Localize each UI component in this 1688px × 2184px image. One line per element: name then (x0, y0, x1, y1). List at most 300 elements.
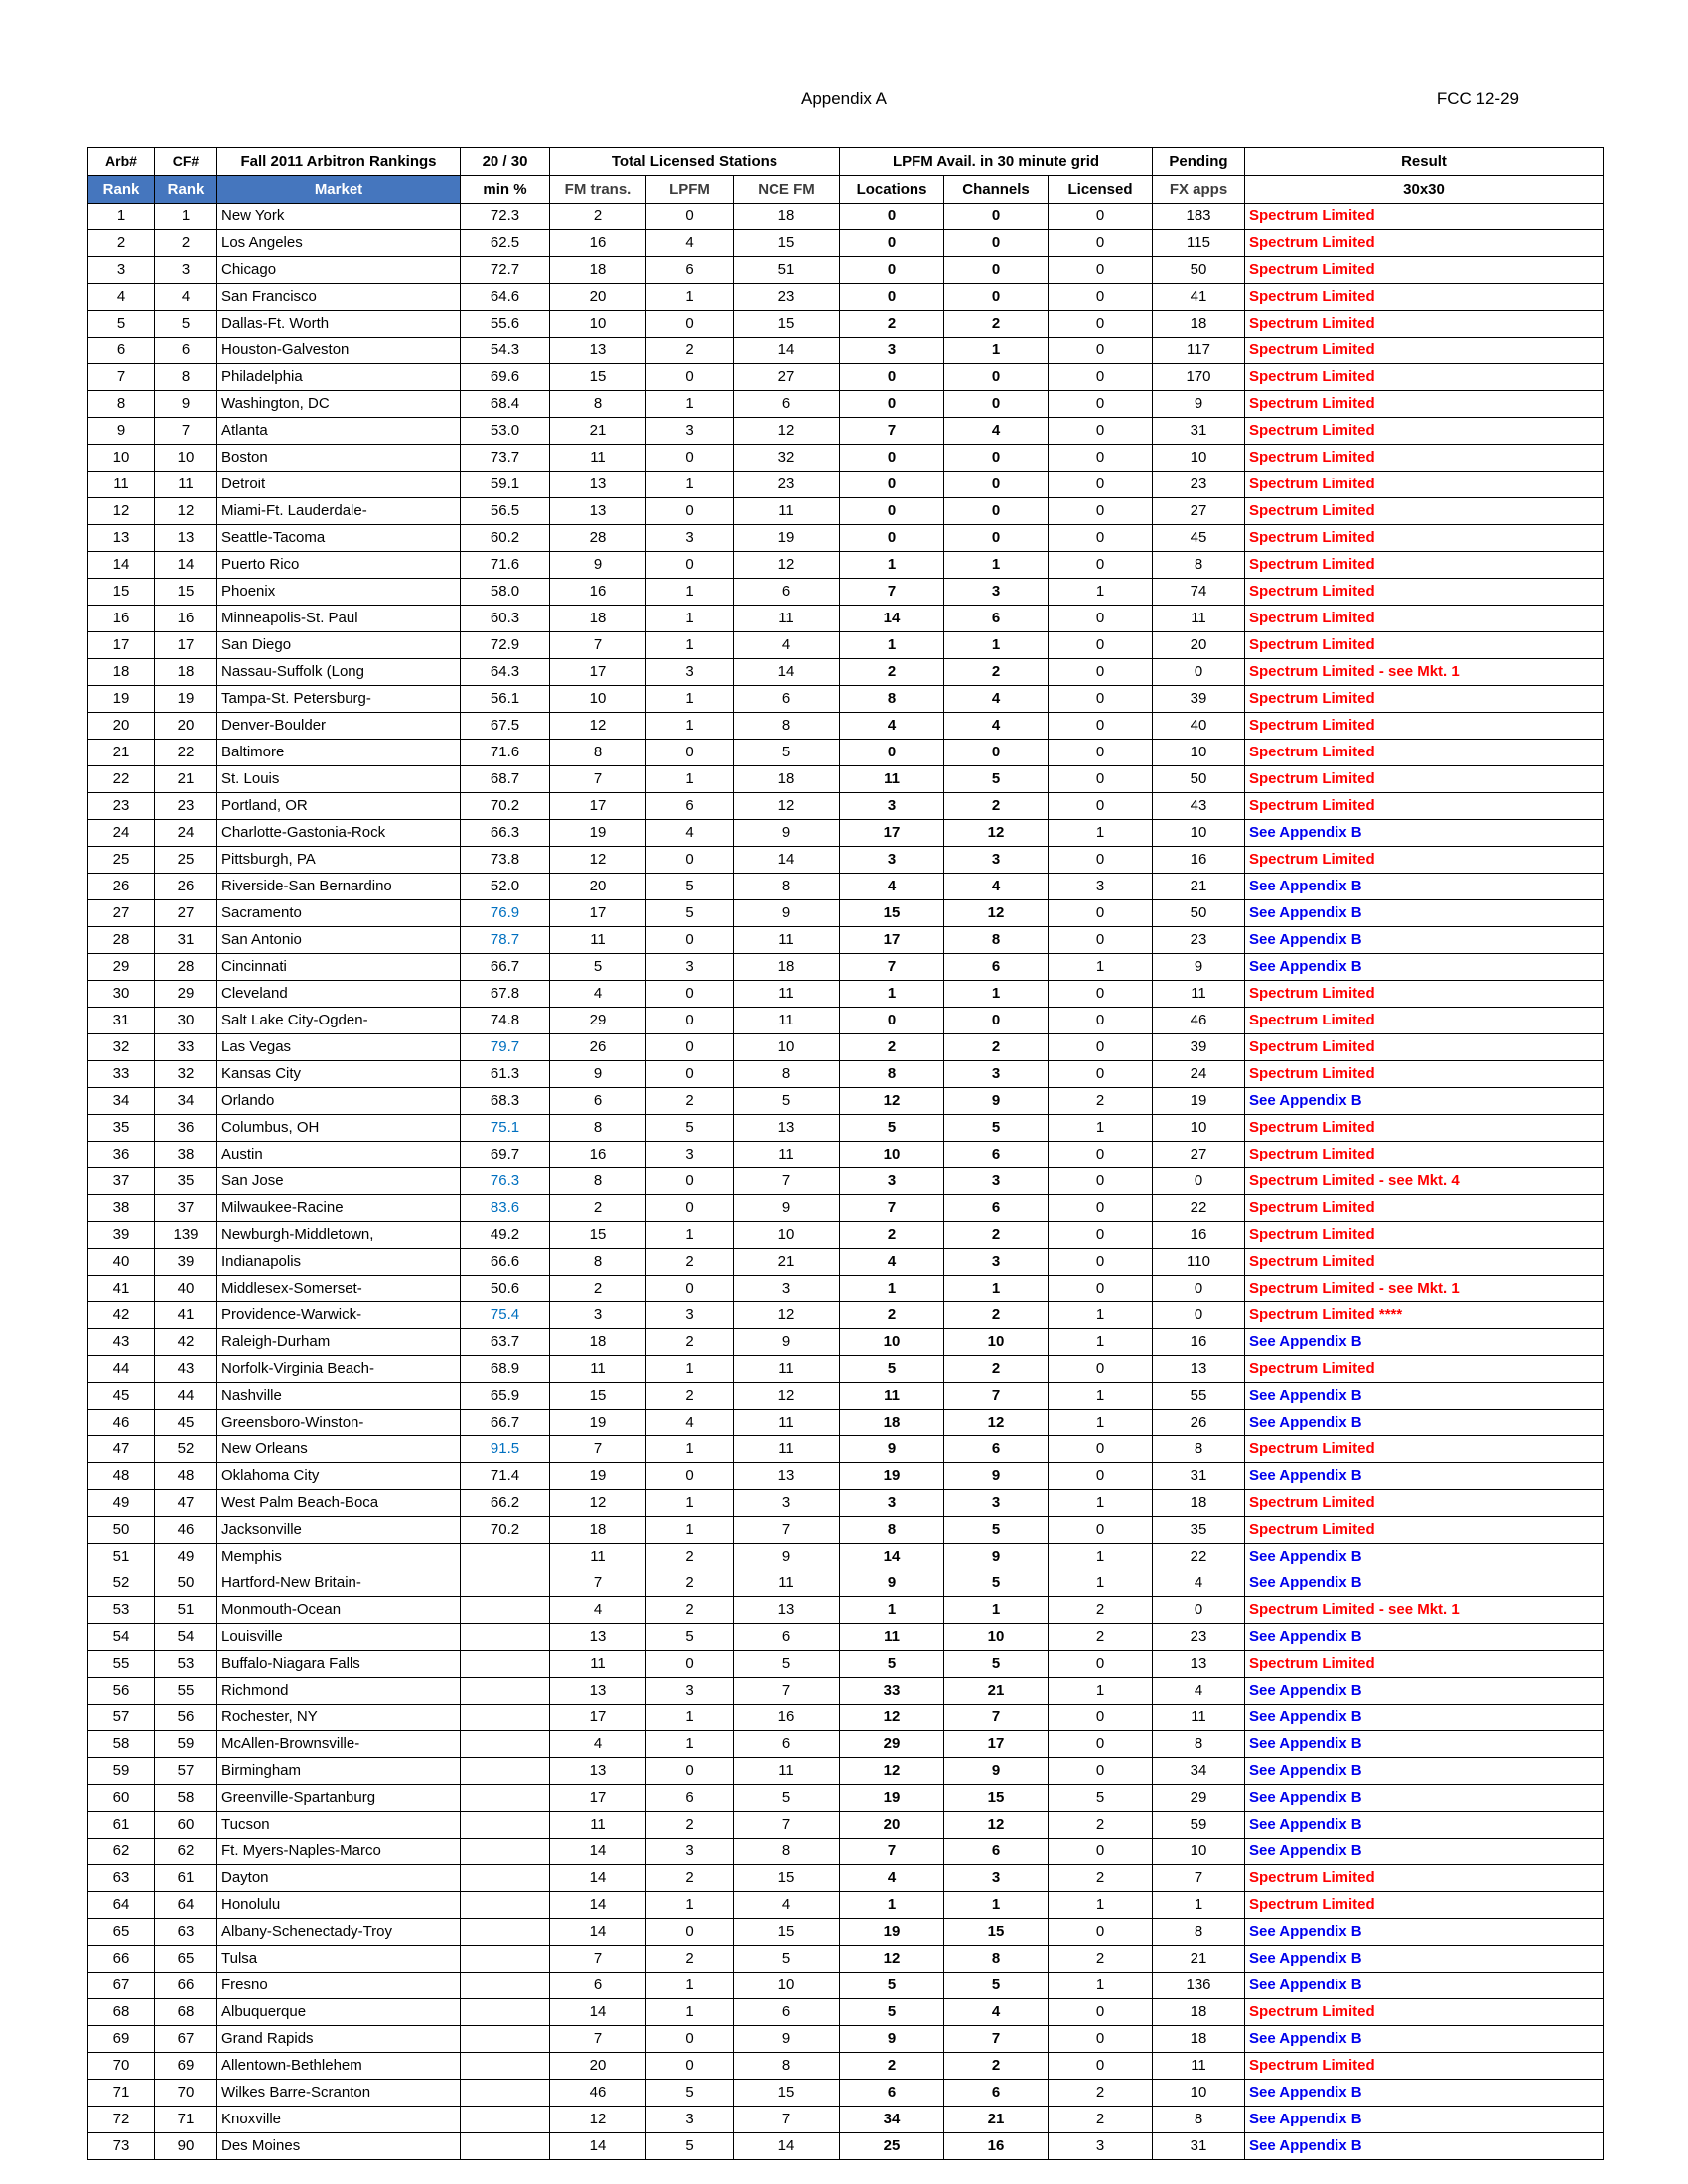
table-row (88, 1463, 1604, 1490)
cell-fx-apps: 22 (1153, 1544, 1245, 1570)
cell-fm-trans: 10 (550, 686, 646, 713)
cell-cf-rank: 63 (155, 1919, 217, 1946)
cell-nce-fm: 15 (734, 311, 840, 338)
cell-licensed: 0 (1049, 686, 1153, 713)
cell-result: See Appendix B (1245, 874, 1604, 900)
cell-cf-rank: 139 (155, 1222, 217, 1249)
cell-fm-trans: 13 (550, 1678, 646, 1705)
cell-min-pct (461, 1839, 550, 1865)
cell-fx-apps: 8 (1153, 1919, 1245, 1946)
cell-locations: 19 (840, 1463, 944, 1490)
cell-market: Riverside-San Bernardino (217, 874, 461, 900)
cell-min-pct: 72.9 (461, 632, 550, 659)
cell-channels: 0 (944, 284, 1049, 311)
cell-market: New York (217, 204, 461, 230)
cell-fx-apps: 23 (1153, 1624, 1245, 1651)
cell-result: Spectrum Limited (1245, 1865, 1604, 1892)
cell-lpfm: 0 (646, 1168, 734, 1195)
cell-channels: 21 (944, 2107, 1049, 2133)
cell-min-pct: 72.3 (461, 204, 550, 230)
cell-result: Spectrum Limited (1245, 1517, 1604, 1544)
cell-arb-rank: 68 (88, 1999, 155, 2026)
cell-market: Atlanta (217, 418, 461, 445)
table-row (88, 1088, 1604, 1115)
cell-market: Knoxville (217, 2107, 461, 2133)
cell-locations: 5 (840, 1651, 944, 1678)
cell-licensed: 1 (1049, 1383, 1153, 1410)
cell-result: Spectrum Limited (1245, 525, 1604, 552)
cell-nce-fm: 12 (734, 552, 840, 579)
cell-result: Spectrum Limited (1245, 686, 1604, 713)
cell-market: Sacramento (217, 900, 461, 927)
cell-licensed: 0 (1049, 1008, 1153, 1034)
cell-locations: 2 (840, 1302, 944, 1329)
cell-fx-apps: 20 (1153, 632, 1245, 659)
cell-arb-rank: 34 (88, 1088, 155, 1115)
table-row (88, 311, 1604, 338)
cell-fx-apps: 16 (1153, 1222, 1245, 1249)
cell-locations: 19 (840, 1785, 944, 1812)
cell-licensed: 5 (1049, 1785, 1153, 1812)
cell-fm-trans: 17 (550, 793, 646, 820)
cell-nce-fm: 5 (734, 1946, 840, 1973)
table-row (88, 1383, 1604, 1410)
cell-min-pct: 72.7 (461, 257, 550, 284)
cell-nce-fm: 8 (734, 1061, 840, 1088)
cell-locations: 11 (840, 1624, 944, 1651)
cell-nce-fm: 11 (734, 1758, 840, 1785)
cell-fx-apps: 10 (1153, 820, 1245, 847)
cell-licensed: 0 (1049, 445, 1153, 472)
cell-locations: 4 (840, 1249, 944, 1276)
cell-fx-apps: 170 (1153, 364, 1245, 391)
cell-fx-apps: 50 (1153, 766, 1245, 793)
header-row-columns (88, 176, 1604, 204)
cell-arb-rank: 55 (88, 1651, 155, 1678)
cell-cf-rank: 13 (155, 525, 217, 552)
cell-fm-trans: 11 (550, 1812, 646, 1839)
table-row (88, 1651, 1604, 1678)
cell-licensed: 1 (1049, 1544, 1153, 1570)
cell-channels: 9 (944, 1463, 1049, 1490)
cell-locations: 17 (840, 820, 944, 847)
cell-fm-trans: 12 (550, 2107, 646, 2133)
cell-market: Fresno (217, 1973, 461, 1999)
cell-lpfm: 1 (646, 1973, 734, 1999)
cell-market: Oklahoma City (217, 1463, 461, 1490)
cell-locations: 29 (840, 1731, 944, 1758)
cell-fm-trans: 16 (550, 579, 646, 606)
cell-min-pct: 74.8 (461, 1008, 550, 1034)
cell-cf-rank: 60 (155, 1812, 217, 1839)
table-row (88, 2026, 1604, 2053)
cell-result: Spectrum Limited (1245, 1115, 1604, 1142)
cell-min-pct: 66.2 (461, 1490, 550, 1517)
cell-min-pct: 69.6 (461, 364, 550, 391)
cell-lpfm: 1 (646, 391, 734, 418)
table-row (88, 927, 1604, 954)
cell-licensed: 0 (1049, 1356, 1153, 1383)
cell-fm-trans: 11 (550, 927, 646, 954)
cell-result: Spectrum Limited (1245, 472, 1604, 498)
table-row (88, 257, 1604, 284)
cell-arb-rank: 10 (88, 445, 155, 472)
cell-fm-trans: 8 (550, 391, 646, 418)
cell-min-pct (461, 1919, 550, 1946)
cell-fx-apps: 0 (1153, 1302, 1245, 1329)
cell-fx-apps: 43 (1153, 793, 1245, 820)
cell-min-pct: 66.7 (461, 1410, 550, 1436)
cell-lpfm: 3 (646, 2107, 734, 2133)
cell-cf-rank: 19 (155, 686, 217, 713)
cell-result: Spectrum Limited (1245, 606, 1604, 632)
cell-result: Spectrum Limited (1245, 1222, 1604, 1249)
cell-cf-rank: 41 (155, 1302, 217, 1329)
cell-fx-apps: 39 (1153, 686, 1245, 713)
cell-cf-rank: 25 (155, 847, 217, 874)
cell-nce-fm: 6 (734, 391, 840, 418)
header-cf-no: CF# (155, 148, 217, 176)
table-row (88, 1946, 1604, 1973)
cell-fm-trans: 5 (550, 954, 646, 981)
cell-arb-rank: 50 (88, 1517, 155, 1544)
cell-locations: 10 (840, 1329, 944, 1356)
cell-lpfm: 3 (646, 1142, 734, 1168)
cell-locations: 2 (840, 2053, 944, 2080)
cell-nce-fm: 9 (734, 1195, 840, 1222)
cell-arb-rank: 37 (88, 1168, 155, 1195)
cell-result: Spectrum Limited (1245, 1195, 1604, 1222)
cell-nce-fm: 8 (734, 2053, 840, 2080)
cell-cf-rank: 57 (155, 1758, 217, 1785)
cell-licensed: 0 (1049, 659, 1153, 686)
cell-fm-trans: 17 (550, 659, 646, 686)
cell-min-pct: 60.3 (461, 606, 550, 632)
cell-licensed: 0 (1049, 981, 1153, 1008)
cell-arb-rank: 3 (88, 257, 155, 284)
cell-lpfm: 6 (646, 1785, 734, 1812)
cell-licensed: 2 (1049, 1865, 1153, 1892)
cell-arb-rank: 61 (88, 1812, 155, 1839)
cell-nce-fm: 9 (734, 900, 840, 927)
cell-channels: 0 (944, 740, 1049, 766)
cell-market: Milwaukee-Racine (217, 1195, 461, 1222)
cell-fm-trans: 17 (550, 1785, 646, 1812)
cell-nce-fm: 11 (734, 606, 840, 632)
cell-licensed: 0 (1049, 927, 1153, 954)
cell-arb-rank: 65 (88, 1919, 155, 1946)
cell-locations: 0 (840, 257, 944, 284)
table-row (88, 1999, 1604, 2026)
cell-cf-rank: 61 (155, 1865, 217, 1892)
cell-arb-rank: 45 (88, 1383, 155, 1410)
cell-nce-fm: 6 (734, 1624, 840, 1651)
cell-locations: 12 (840, 1946, 944, 1973)
cell-market: Indianapolis (217, 1249, 461, 1276)
cell-min-pct: 64.6 (461, 284, 550, 311)
cell-fx-apps: 13 (1153, 1651, 1245, 1678)
cell-licensed: 0 (1049, 391, 1153, 418)
cell-arb-rank: 33 (88, 1061, 155, 1088)
cell-fm-trans: 19 (550, 1410, 646, 1436)
cell-channels: 5 (944, 1651, 1049, 1678)
table-row (88, 981, 1604, 1008)
cell-result: Spectrum Limited (1245, 418, 1604, 445)
cell-arb-rank: 63 (88, 1865, 155, 1892)
cell-arb-rank: 43 (88, 1329, 155, 1356)
table-row (88, 1892, 1604, 1919)
cell-market: Minneapolis-St. Paul (217, 606, 461, 632)
cell-fm-trans: 8 (550, 1249, 646, 1276)
cell-licensed: 0 (1049, 418, 1153, 445)
cell-fm-trans: 26 (550, 1034, 646, 1061)
cell-cf-rank: 58 (155, 1785, 217, 1812)
cell-fx-apps: 9 (1153, 954, 1245, 981)
cell-arb-rank: 48 (88, 1463, 155, 1490)
table-row (88, 1034, 1604, 1061)
cell-fx-apps: 11 (1153, 606, 1245, 632)
cell-locations: 0 (840, 498, 944, 525)
cell-fm-trans: 7 (550, 1946, 646, 1973)
cell-cf-rank: 6 (155, 338, 217, 364)
cell-licensed: 1 (1049, 1892, 1153, 1919)
table-row (88, 1731, 1604, 1758)
cell-fm-trans: 14 (550, 1892, 646, 1919)
cell-fm-trans: 18 (550, 1517, 646, 1544)
cell-fm-trans: 7 (550, 2026, 646, 2053)
cell-min-pct: 79.7 (461, 1034, 550, 1061)
cell-fm-trans: 18 (550, 257, 646, 284)
cell-min-pct: 50.6 (461, 1276, 550, 1302)
cell-fm-trans: 13 (550, 1624, 646, 1651)
cell-locations: 0 (840, 230, 944, 257)
table-row (88, 1410, 1604, 1436)
cell-nce-fm: 21 (734, 1249, 840, 1276)
cell-fx-apps: 117 (1153, 338, 1245, 364)
cell-locations: 1 (840, 981, 944, 1008)
cell-licensed: 1 (1049, 1490, 1153, 1517)
cell-cf-rank: 2 (155, 230, 217, 257)
cell-lpfm: 4 (646, 230, 734, 257)
table-row (88, 284, 1604, 311)
cell-cf-rank: 27 (155, 900, 217, 927)
cell-nce-fm: 5 (734, 1088, 840, 1115)
cell-nce-fm: 11 (734, 1356, 840, 1383)
header-lpfm: LPFM (646, 176, 734, 204)
cell-fm-trans: 11 (550, 445, 646, 472)
cell-channels: 4 (944, 686, 1049, 713)
cell-lpfm: 0 (646, 445, 734, 472)
cell-cf-rank: 20 (155, 713, 217, 740)
cell-lpfm: 1 (646, 1490, 734, 1517)
cell-licensed: 0 (1049, 1168, 1153, 1195)
cell-fx-apps: 11 (1153, 2053, 1245, 2080)
cell-nce-fm: 7 (734, 1812, 840, 1839)
cell-lpfm: 2 (646, 1544, 734, 1570)
cell-min-pct: 71.4 (461, 1463, 550, 1490)
cell-min-pct: 60.2 (461, 525, 550, 552)
cell-locations: 2 (840, 659, 944, 686)
cell-licensed: 0 (1049, 1061, 1153, 1088)
cell-nce-fm: 18 (734, 954, 840, 981)
cell-arb-rank: 38 (88, 1195, 155, 1222)
cell-cf-rank: 5 (155, 311, 217, 338)
cell-fx-apps: 18 (1153, 2026, 1245, 2053)
cell-arb-rank: 49 (88, 1490, 155, 1517)
cell-cf-rank: 36 (155, 1115, 217, 1142)
cell-market: Nashville (217, 1383, 461, 1410)
cell-fm-trans: 15 (550, 364, 646, 391)
cell-nce-fm: 6 (734, 579, 840, 606)
cell-licensed: 1 (1049, 579, 1153, 606)
cell-result: Spectrum Limited (1245, 445, 1604, 472)
cell-channels: 9 (944, 1088, 1049, 1115)
cell-market: Richmond (217, 1678, 461, 1705)
cell-market: Norfolk-Virginia Beach- (217, 1356, 461, 1383)
cell-fm-trans: 12 (550, 713, 646, 740)
cell-lpfm: 6 (646, 793, 734, 820)
cell-licensed: 0 (1049, 284, 1153, 311)
cell-licensed: 2 (1049, 1946, 1153, 1973)
cell-cf-rank: 68 (155, 1999, 217, 2026)
cell-min-pct: 70.2 (461, 1517, 550, 1544)
cell-market: Hartford-New Britain- (217, 1570, 461, 1597)
cell-nce-fm: 5 (734, 740, 840, 766)
cell-fx-apps: 31 (1153, 418, 1245, 445)
table-row (88, 900, 1604, 927)
cell-nce-fm: 12 (734, 1302, 840, 1329)
cell-channels: 1 (944, 632, 1049, 659)
cell-nce-fm: 12 (734, 793, 840, 820)
cell-locations: 7 (840, 579, 944, 606)
cell-lpfm: 0 (646, 311, 734, 338)
cell-result: Spectrum Limited (1245, 338, 1604, 364)
cell-locations: 9 (840, 2026, 944, 2053)
cell-locations: 1 (840, 552, 944, 579)
cell-fx-apps: 11 (1153, 981, 1245, 1008)
cell-arb-rank: 69 (88, 2026, 155, 2053)
cell-lpfm: 2 (646, 1570, 734, 1597)
cell-min-pct (461, 1812, 550, 1839)
cell-fx-apps: 4 (1153, 1570, 1245, 1597)
cell-nce-fm: 9 (734, 2026, 840, 2053)
cell-arb-rank: 51 (88, 1544, 155, 1570)
table-row (88, 1356, 1604, 1383)
cell-nce-fm: 32 (734, 445, 840, 472)
cell-arb-rank: 72 (88, 2107, 155, 2133)
cell-fx-apps: 9 (1153, 391, 1245, 418)
cell-locations: 0 (840, 525, 944, 552)
cell-nce-fm: 4 (734, 1892, 840, 1919)
cell-nce-fm: 9 (734, 1329, 840, 1356)
cell-cf-rank: 26 (155, 874, 217, 900)
table-row (88, 847, 1604, 874)
cell-result: See Appendix B (1245, 1570, 1604, 1597)
cell-locations: 25 (840, 2133, 944, 2160)
cell-result: Spectrum Limited (1245, 1490, 1604, 1517)
cell-result: Spectrum Limited (1245, 981, 1604, 1008)
table-row (88, 1490, 1604, 1517)
cell-min-pct: 68.3 (461, 1088, 550, 1115)
table-row (88, 2133, 1604, 2160)
cell-arb-rank: 25 (88, 847, 155, 874)
cell-lpfm: 2 (646, 1946, 734, 1973)
cell-lpfm: 1 (646, 1222, 734, 1249)
cell-min-pct: 71.6 (461, 740, 550, 766)
cell-min-pct (461, 2107, 550, 2133)
cell-licensed: 0 (1049, 793, 1153, 820)
cell-fm-trans: 7 (550, 632, 646, 659)
cell-licensed: 0 (1049, 740, 1153, 766)
cell-channels: 0 (944, 445, 1049, 472)
cell-arb-rank: 53 (88, 1597, 155, 1624)
cell-market: Kansas City (217, 1061, 461, 1088)
table-row (88, 204, 1604, 230)
cell-nce-fm: 11 (734, 1570, 840, 1597)
cell-nce-fm: 11 (734, 1142, 840, 1168)
cell-lpfm: 1 (646, 1705, 734, 1731)
cell-locations: 10 (840, 1142, 944, 1168)
table-row (88, 1276, 1604, 1302)
cell-channels: 3 (944, 1865, 1049, 1892)
header-fm-trans: FM trans. (550, 176, 646, 204)
cell-channels: 9 (944, 1544, 1049, 1570)
cell-channels: 2 (944, 1302, 1049, 1329)
cell-cf-rank: 3 (155, 257, 217, 284)
cell-lpfm: 1 (646, 579, 734, 606)
cell-market: McAllen-Brownsville- (217, 1731, 461, 1758)
cell-min-pct: 66.3 (461, 820, 550, 847)
header-licensed: Licensed (1049, 176, 1153, 204)
cell-market: Honolulu (217, 1892, 461, 1919)
cell-market: Miami-Ft. Lauderdale- (217, 498, 461, 525)
table-row (88, 498, 1604, 525)
cell-channels: 5 (944, 766, 1049, 793)
cell-cf-rank: 54 (155, 1624, 217, 1651)
cell-market: Birmingham (217, 1758, 461, 1785)
cell-cf-rank: 31 (155, 927, 217, 954)
cell-nce-fm: 7 (734, 1168, 840, 1195)
table-row (88, 1544, 1604, 1570)
header-nce-fm: NCE FM (734, 176, 840, 204)
cell-licensed: 3 (1049, 2133, 1153, 2160)
cell-result: Spectrum Limited (1245, 552, 1604, 579)
cell-licensed: 1 (1049, 1302, 1153, 1329)
cell-cf-rank: 17 (155, 632, 217, 659)
cell-min-pct (461, 1865, 550, 1892)
cell-channels: 7 (944, 1383, 1049, 1410)
cell-result: Spectrum Limited (1245, 391, 1604, 418)
cell-nce-fm: 16 (734, 1705, 840, 1731)
cell-locations: 11 (840, 1383, 944, 1410)
cell-arb-rank: 28 (88, 927, 155, 954)
cell-nce-fm: 13 (734, 1115, 840, 1142)
table-row (88, 1705, 1604, 1731)
cell-arb-rank: 19 (88, 686, 155, 713)
cell-cf-rank: 33 (155, 1034, 217, 1061)
cell-lpfm: 0 (646, 498, 734, 525)
cell-lpfm: 1 (646, 284, 734, 311)
cell-channels: 1 (944, 981, 1049, 1008)
cell-licensed: 1 (1049, 820, 1153, 847)
cell-result: Spectrum Limited (1245, 230, 1604, 257)
cell-lpfm: 0 (646, 1008, 734, 1034)
cell-market: Salt Lake City-Ogden- (217, 1008, 461, 1034)
cell-channels: 0 (944, 472, 1049, 498)
cell-locations: 7 (840, 1195, 944, 1222)
cell-market: Denver-Boulder (217, 713, 461, 740)
cell-market: Tucson (217, 1812, 461, 1839)
